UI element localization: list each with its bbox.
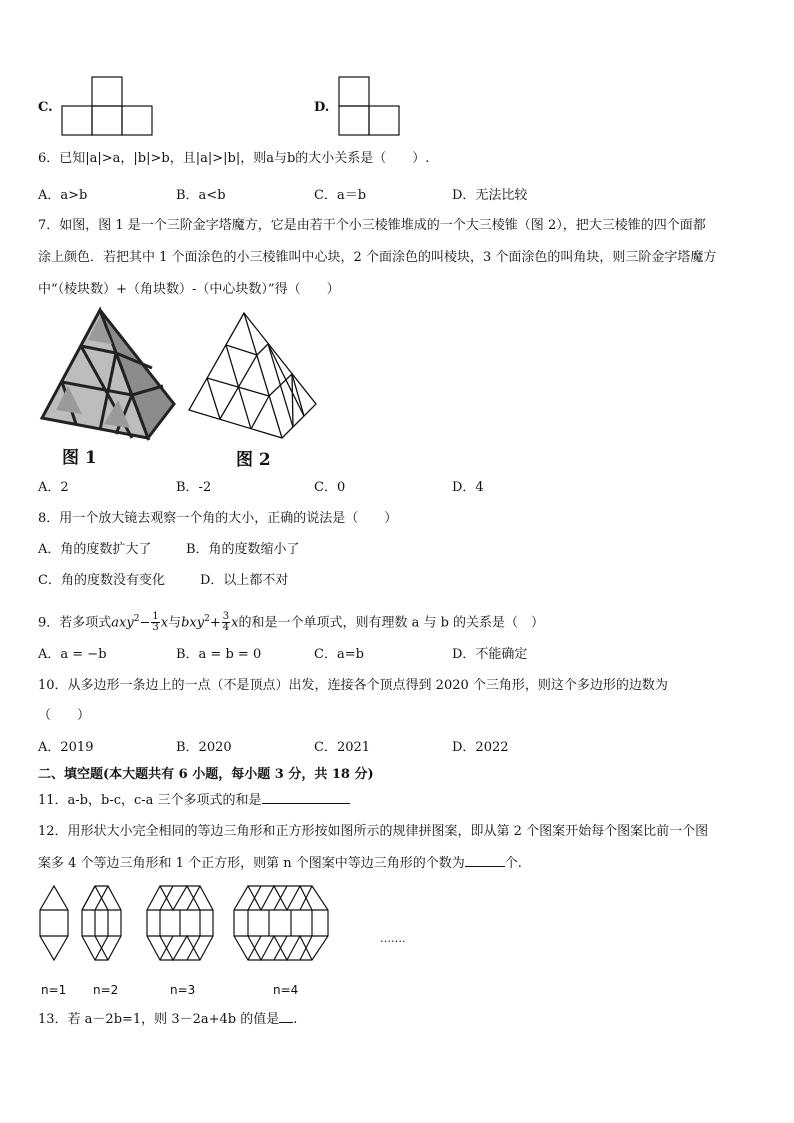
q10-option-a: A．2019 bbox=[38, 740, 94, 755]
label-n4: n=4 bbox=[273, 983, 299, 997]
answer-blank[interactable] bbox=[465, 866, 505, 867]
q13-stem: 13．若 a－2b=1，则 3－2a+4b 的值是 . bbox=[38, 1012, 298, 1027]
q10-option-c: C．2021 bbox=[314, 740, 371, 755]
option-d-label: D. bbox=[314, 100, 330, 115]
q6-option-b: B．a<b bbox=[176, 188, 226, 203]
q7-line2: 涂上颜色．若把其中 1 个面涂色的小三棱锥叫中心块，2 个面涂色的叫棱块，3 个面涂色的叫角块，则三阶金字塔魔方 bbox=[38, 250, 717, 265]
q11-stem: 11．a-b，b-c，c-a 三个多项式的和是 bbox=[38, 794, 350, 807]
label-n3: n=3 bbox=[170, 983, 196, 997]
q12-line1: 12．用形状大小完全相同的等边三角形和正方形按如图所示的规律拼图案，即从第 2 个图案开始每个图案比前一个图 bbox=[38, 824, 709, 839]
fraction-one-third: $\frac{1}{3}$ bbox=[152, 610, 159, 634]
fig2-caption: 图 2 bbox=[236, 450, 271, 470]
q8-option-c: C．角的度数没有变化 bbox=[38, 573, 165, 588]
q7-option-c: C．0 bbox=[314, 480, 346, 495]
q8-option-b: B．角的度数缩小了 bbox=[186, 542, 300, 557]
answer-blank[interactable] bbox=[279, 1022, 293, 1023]
q9-stem: 9．若多项式axy$^2$− $\frac{1}{3}$ x与bxy$^2$+ $\frac{3}{4}$ x的和是一个单项式，则有理数 a 与 b 的关系是（ ） bbox=[38, 610, 545, 634]
q10-option-d: D．2022 bbox=[452, 740, 509, 755]
label-n1: n=1 bbox=[41, 983, 67, 997]
option-d-figure bbox=[337, 76, 402, 138]
q7-option-b: B．-2 bbox=[176, 480, 212, 495]
q6-option-c: C．a＝b bbox=[314, 188, 367, 203]
q7-line1: 7．如图，图 1 是一个三阶金字塔魔方，它是由若干个小三棱锥堆成的一个大三棱锥（图 2），把大三棱锥的四个面都 bbox=[38, 218, 706, 233]
q12-line2: 案多 4 个等边三角形和 1 个正方形，则第 n 个图案中等边三角形的个数为 个. bbox=[38, 856, 522, 871]
section-heading: 二、填空题(本大题共有 6 小题，每小题 3 分，共 18 分) bbox=[38, 767, 374, 782]
label-n2: n=2 bbox=[93, 983, 119, 997]
pyramid-line-drawing bbox=[186, 310, 321, 442]
pattern-figures bbox=[40, 884, 390, 964]
q10-option-b: B．2020 bbox=[176, 740, 232, 755]
q9-option-d: D．不能确定 bbox=[452, 647, 528, 662]
q10-line2: （ ） bbox=[38, 708, 91, 723]
option-c-label: C. bbox=[38, 100, 53, 115]
q6-stem: 6．已知|a|>a，|b|>b，且|a|>|b|，则a与b的大小关系是（ ）. bbox=[38, 151, 430, 166]
fraction-three-quarters: $\frac{3}{4}$ bbox=[222, 610, 230, 634]
fig1-caption: 图 1 bbox=[62, 448, 97, 468]
q8-stem: 8．用一个放大镜去观察一个角的大小，正确的说法是（ ） bbox=[38, 511, 398, 526]
q7-option-a: A．2 bbox=[38, 480, 69, 495]
q7-line3: 中“（棱块数）+（角块数）-（中心块数）”得（ ） bbox=[38, 282, 340, 297]
answer-blank[interactable] bbox=[262, 803, 350, 804]
q6-option-a: A．a>b bbox=[38, 188, 88, 203]
option-c-figure bbox=[60, 76, 155, 138]
pyramid-cube-photo bbox=[38, 306, 178, 441]
q8-option-a: A．角的度数扩大了 bbox=[38, 542, 152, 557]
q6-option-d: D．无法比较 bbox=[452, 188, 528, 203]
q9-option-a: A．a = −b bbox=[38, 647, 107, 662]
q10-line1: 10．从多边形一条边上的一点（不是顶点）出发，连接各个顶点得到 2020 个三角形，则这个多边形的边数为 bbox=[38, 678, 668, 693]
q8-option-d: D．以上都不对 bbox=[200, 573, 289, 588]
q9-option-c: C．a=b bbox=[314, 647, 364, 662]
q9-option-b: B．a = b = 0 bbox=[176, 647, 262, 662]
q7-option-d: D．4 bbox=[452, 480, 484, 495]
pattern-continuation: ……. bbox=[380, 932, 406, 945]
